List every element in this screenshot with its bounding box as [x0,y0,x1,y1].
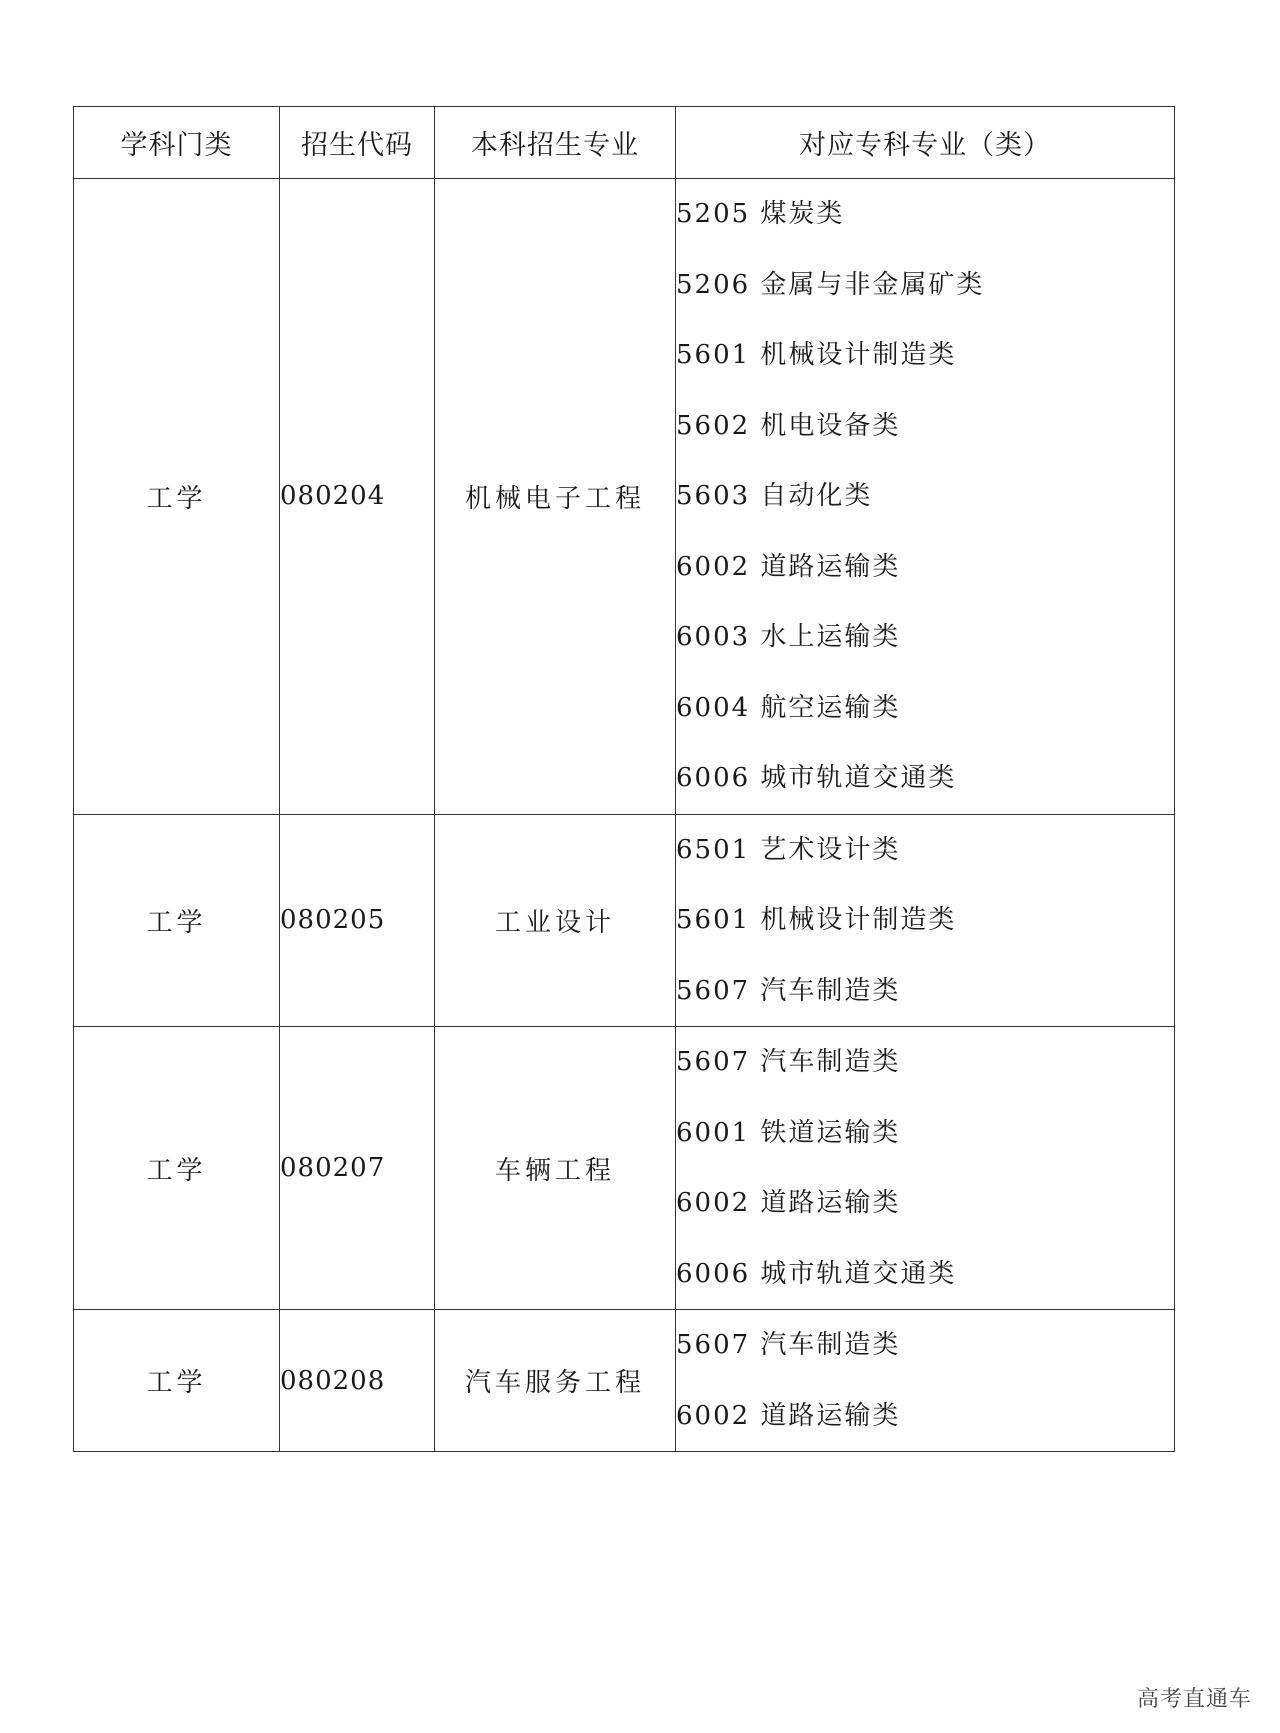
equivalent-major-item: 5205 煤炭类 [676,199,845,229]
equivalent-major-item: 6004 航空运输类 [676,692,901,723]
code-cell: 080204 [280,179,435,815]
equivalent-major-item: 6002 道路运输类 [676,1188,901,1218]
code-cell: 080205 [280,814,435,1027]
table-body [74,179,1175,1452]
major-cell: 机械电子工程 [435,179,676,815]
table-header-row [74,107,1175,179]
major-cell: 汽车服务工程 [435,1310,676,1452]
equivalent-major-item: 5206 金属与非金属矿类 [676,269,985,300]
equivalents-cell [676,1027,1175,1310]
equivalent-major-item: 5601 机械设计制造类 [676,905,957,935]
equivalent-major-item: 6501 艺术设计类 [676,834,901,865]
table-row [74,179,1175,815]
header-major: 本科招生专业 [435,107,676,179]
table-row [74,1027,1175,1310]
equivalent-major-item: 6002 道路运输类 [676,551,901,582]
equivalents-cell [676,814,1175,1027]
equivalent-major-item: 6006 城市轨道交通类 [676,1258,957,1289]
equivalent-major-item: 6002 道路运输类 [676,1400,901,1431]
header-category: 学科门类 [74,107,280,179]
code-cell: 080208 [280,1310,435,1452]
header-code: 招生代码 [280,107,435,179]
category-cell: 工学 [74,1027,280,1310]
equivalent-major-item: 6006 城市轨道交通类 [676,763,957,793]
equivalents-cell [676,1310,1175,1452]
equivalent-major-item: 5607 汽车制造类 [676,1047,901,1077]
equivalent-major-item: 5603 自动化类 [676,481,873,511]
equivalent-major-item: 5602 机电设备类 [676,410,901,441]
watermark: 高考直通车 [1136,1687,1252,1712]
majors-table [73,106,1175,1452]
code-cell: 080207 [280,1027,435,1310]
equivalent-major-item: 5607 汽车制造类 [676,1330,901,1360]
category-cell: 工学 [74,179,280,815]
category-cell: 工学 [74,814,280,1027]
equivalent-major-item: 5601 机械设计制造类 [676,340,957,370]
table-row [74,1310,1175,1452]
category-cell: 工学 [74,1310,280,1452]
equivalents-cell [676,179,1175,815]
major-cell: 车辆工程 [435,1027,676,1310]
equivalent-major-item: 5607 汽车制造类 [676,975,901,1006]
table-row [74,814,1175,1027]
equivalent-major-item: 6003 水上运输类 [676,622,901,652]
header-equivalents: 对应专科专业（类） [676,107,1175,179]
major-cell: 工业设计 [435,814,676,1027]
equivalent-major-item: 6001 铁道运输类 [676,1117,901,1148]
